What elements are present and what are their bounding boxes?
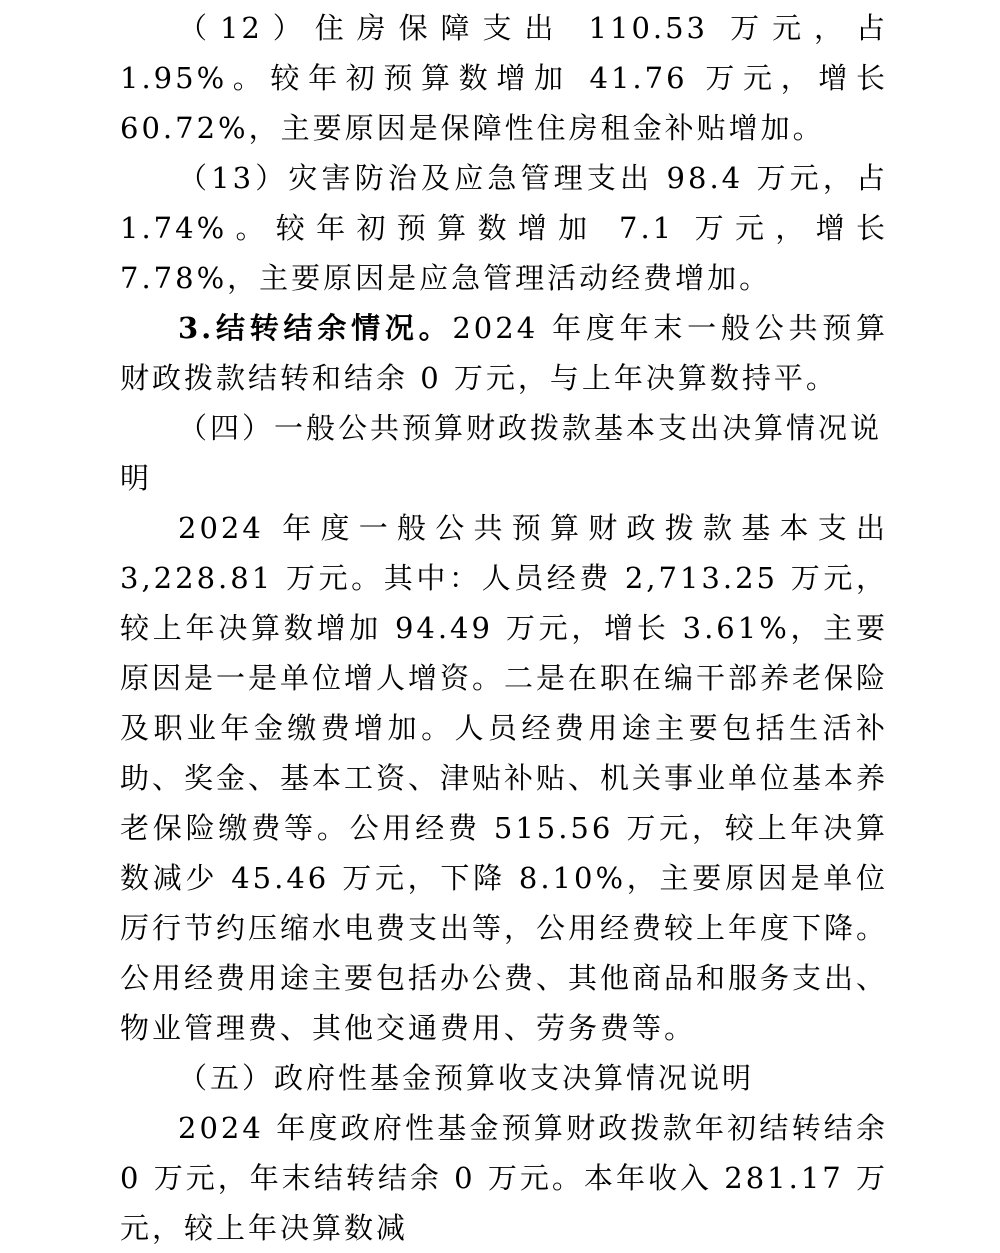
paragraph-text: 2024 年度政府性基金预算财政拨款年初结转结余 0 万元，年末结转结余 0 万元。本年收入 281.17 万元，较上年决算数减 [120,1111,888,1245]
paragraph-item-13-disaster-expenditure [120,153,888,303]
section-heading-5-government-fund [120,1053,888,1103]
paragraph-item-12-housing-expenditure [120,3,888,153]
paragraph-text: 2024 年度年末一般公共预算财政拨款结转和结余 0 万元，与上年决算数持平。 [120,311,888,395]
paragraph-carryover-balance [120,303,888,403]
section-heading-text: （五）政府性基金预算收支决算情况说明 [178,1061,755,1095]
paragraph-basic-expenditure-detail [120,503,888,1053]
paragraph-text: （13）灾害防治及应急管理支出 98.4 万元，占 1.74%。较年初预算数增加 7.1 万元，增长 7.78%，主要原因是应急管理活动经费增加。 [120,161,888,295]
section-heading-4-basic-expenditure [120,403,888,503]
section-heading-text: （四）一般公共预算财政拨款基本支出决算情况说明 [120,411,883,495]
carryover-balance-bold-lead: 3.结转结余情况。 [178,311,453,345]
paragraph-text: 2024 年度一般公共预算财政拨款基本支出 3,228.81 万元。其中：人员经费 2,713.25 万元，较上年决算数增加 94.49 万元，增长 3.61%，主要原因是一是单位增人增资。二是在职在编干部养老保险及职业年金缴费增加。人员经费用途主要包括生活补助、奖金、基本工资、津贴补贴、机关事业单位基本养老保险缴费等。公用经费 515.56 万元，较上年决算数减少 45.46 万元，下降 8.10%，主要原因是单位厉行节约压缩水电费支出等，公用经费较上年度下降。公用经费用途主要包括办公费、其他商品和服务支出、物业管理费、其他交通费用、劳务费等。 [120,511,889,1045]
paragraph-government-fund-detail [120,1103,888,1253]
paragraph-text: （12）住房保障支出 110.53 万元，占 1.95%。较年初预算数增加 41.76 万元，增长 60.72%，主要原因是保障性住房租金补贴增加。 [120,11,888,145]
